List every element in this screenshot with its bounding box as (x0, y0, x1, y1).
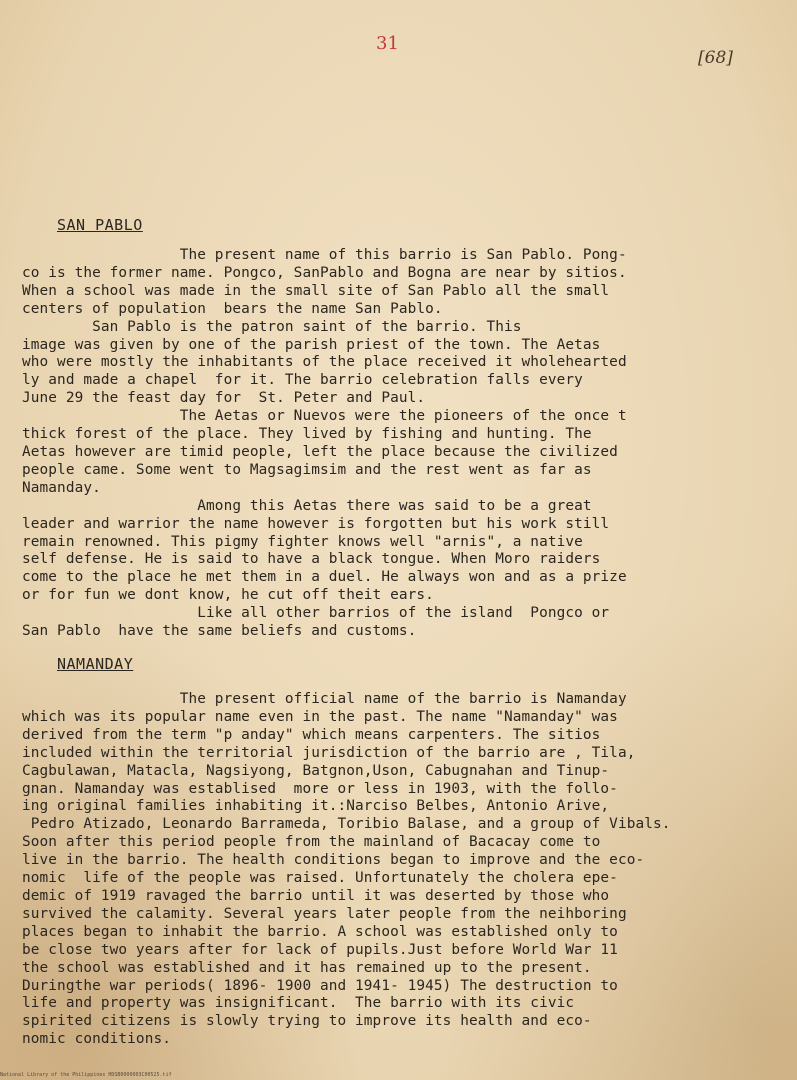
text-line: Cagbulawan, Matacla, Nagsiyong, Batgnon,Uson, Cabugnahan and Tinup- (22, 762, 610, 779)
text-line: come to the place he met them in a duel. He always won and as a prize (22, 569, 627, 586)
text-line: Aetas however are timid people, left the place because the civilized (22, 443, 618, 460)
text-line: demic of 1919 ravaged the barrio until it was deserted by those who (22, 887, 610, 904)
text-line: life and property was insignificant. The barrio with its civic (22, 995, 575, 1012)
text-line: the school was established and it has remained up to the present. (22, 959, 592, 976)
text-line: centers of population bears the name San Pablo. (22, 300, 443, 317)
text-line: Namanday. (22, 479, 101, 496)
text-line: derived from the term "p anday" which means carpenters. The sitios (22, 726, 601, 743)
text-line: live in the barrio. The health conditions began to improve and the eco- (22, 852, 645, 869)
text-line: Among this Aetas there was said to be a great (22, 497, 592, 514)
text-line: nomic conditions. (22, 1031, 171, 1048)
text-line: gnan. Namanday was establised more or less in 1903, with the follo- (22, 780, 618, 797)
handwritten-page-number: 31 (376, 33, 399, 54)
text-line: thick forest of the place. They lived by fishing and hunting. The (22, 426, 592, 443)
text-line: people came. Some went to Magsagimsim and the rest went as far as (22, 461, 592, 478)
text-line: The present official name of the barrio is Namanday (22, 691, 627, 707)
section-body-namanday (22, 691, 792, 1049)
text-line: The present name of this barrio is San Pablo. Pong- (22, 247, 627, 263)
text-line: or for fun we dont know, he cut off theit ears. (22, 587, 434, 604)
text-line: who were mostly the inhabitants of the place received it wholehearted (22, 354, 627, 371)
text-line: which was its popular name even in the past. The name "Namanday" was (22, 708, 618, 725)
text-line: Soon after this period people from the mainland of Bacacay come to (22, 834, 601, 851)
text-line: survived the calamity. Several years later people from the neihboring (22, 905, 627, 922)
text-line: ing original families inhabiting it.:Narciso Belbes, Antonio Arive, (22, 798, 610, 815)
text-line: San Pablo is the patron saint of the barrio. This (22, 318, 522, 335)
text-line: spirited citizens is slowly trying to improve its health and eco- (22, 1013, 592, 1030)
text-line: When a school was made in the small site of San Pablo all the small (22, 282, 610, 299)
text-line: The Aetas or Nuevos were the pioneers of the once t (22, 408, 627, 425)
handwritten-reference-number: [68] (698, 48, 733, 68)
text-line: self defense. He is said to have a black tongue. When Moro raiders (22, 551, 601, 568)
text-line: June 29 the feast day for St. Peter and Paul. (22, 390, 426, 407)
text-line: Pedro Atizado, Leonardo Barrameda, Toribio Balase, and a group of Vibals. (22, 816, 671, 833)
archive-footer: National Library of the Philippines HDSB0000003C00525.tif (0, 1072, 172, 1078)
text-line: Like all other barrios of the island Pongco or (22, 605, 610, 622)
section-body-san-pablo (22, 247, 792, 641)
text-line: leader and warrior the name however is forgotten but his work still (22, 515, 610, 532)
section-heading-namanday: NAMANDAY (57, 655, 134, 673)
section-heading-san-pablo: SAN PABLO (57, 216, 143, 234)
text-line: remain renowned. This pigmy fighter knows well "arnis", a native (22, 533, 583, 550)
text-line: be close two years after for lack of pupils.Just before World War 11 (22, 941, 618, 958)
text-line: Duringthe war periods( 1896- 1900 and 1941- 1945) The destruction to (22, 977, 618, 994)
text-line: San Pablo have the same beliefs and customs. (22, 623, 417, 640)
text-line: co is the former name. Pongco, SanPablo and Bogna are near by sitios. (22, 264, 627, 281)
text-line: included within the territorial jurisdiction of the barrio are , Tila, (22, 744, 636, 761)
text-line: nomic life of the people was raised. Unfortunately the cholera epe- (22, 870, 618, 887)
text-line: places began to inhabit the barrio. A school was established only to (22, 923, 618, 940)
text-line: image was given by one of the parish priest of the town. The Aetas (22, 336, 601, 353)
text-line: ly and made a chapel for it. The barrio celebration falls every (22, 372, 583, 389)
